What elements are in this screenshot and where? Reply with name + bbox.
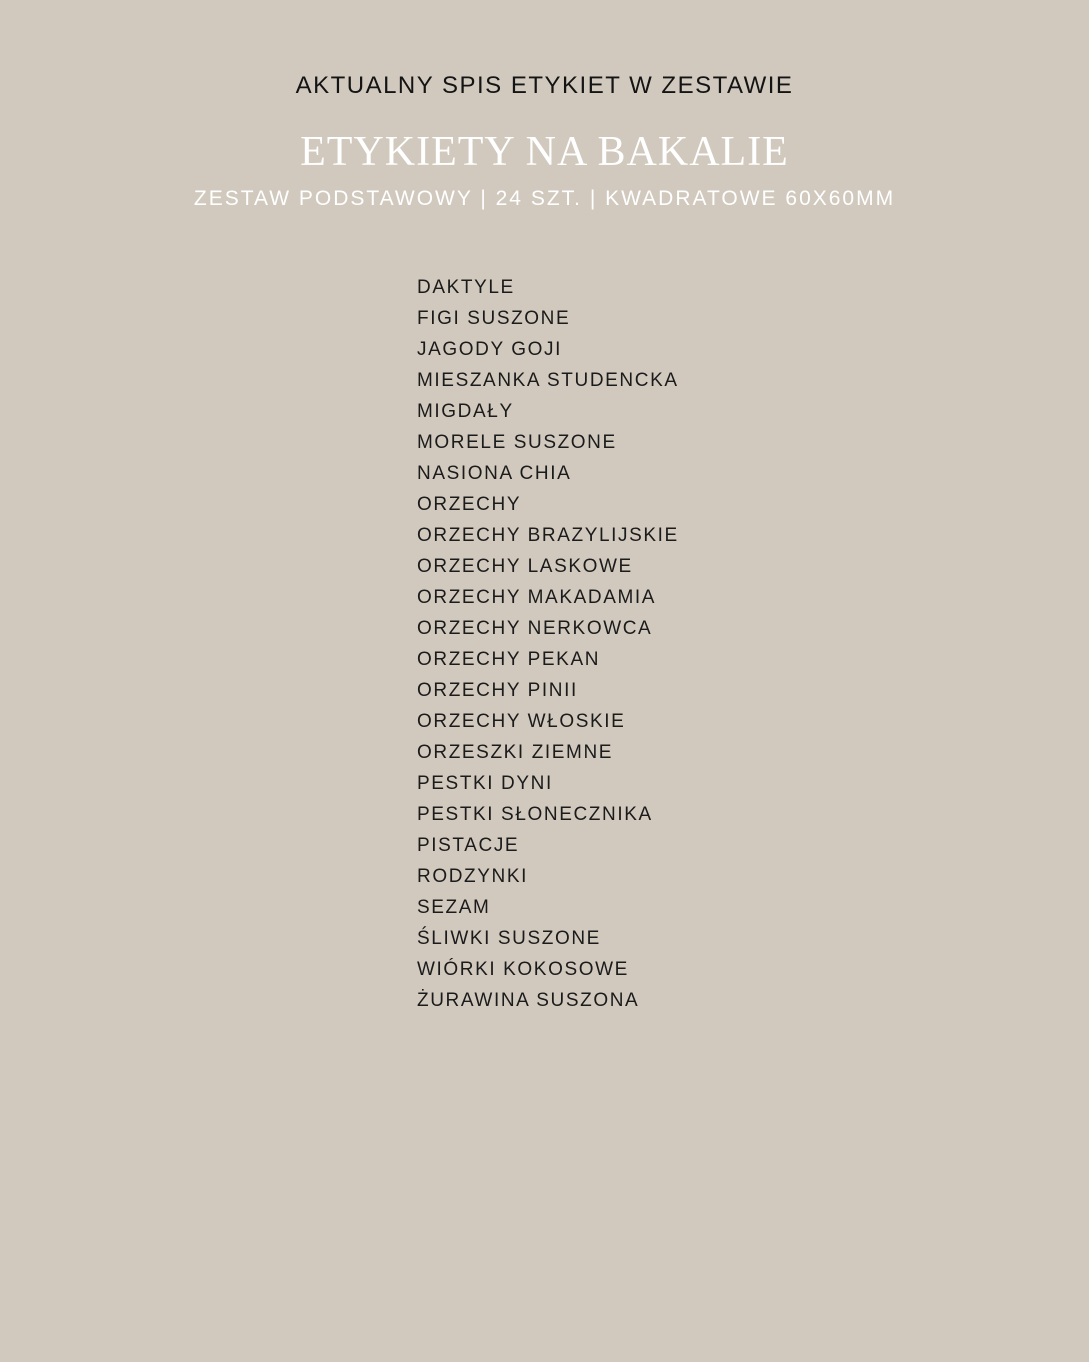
list-item: ORZECHY NERKOWCA [417, 618, 653, 639]
list-item: RODZYNKI [417, 866, 528, 887]
list-item: MIESZANKA STUDENCKA [417, 370, 679, 391]
list-item: MORELE SUSZONE [417, 432, 617, 453]
list-item: FIGI SUSZONE [417, 308, 571, 329]
list-item: WIÓRKI KOKOSOWE [417, 959, 629, 980]
page-title: ETYKIETY NA BAKALIE [300, 129, 789, 175]
list-item: PESTKI SŁONECZNIKA [417, 804, 653, 825]
list-item: ŻURAWINA SUSZONA [417, 990, 640, 1011]
page-subtitle: ZESTAW PODSTAWOWY | 24 SZT. | KWADRATOWE 60X60MM [193, 187, 896, 210]
list-item: MIGDAŁY [417, 401, 514, 422]
list-heading: AKTUALNY SPIS ETYKIET W ZESTAWIE [295, 72, 794, 99]
list-item: ORZECHY LASKOWE [417, 556, 633, 577]
list-item: ŚLIWKI SUSZONE [417, 928, 601, 949]
list-item: ORZECHY BRAZYLIJSKIE [417, 525, 679, 546]
list-item: ORZECHY [417, 494, 522, 515]
list-item: PESTKI DYNI [417, 773, 553, 794]
list-item: NASIONA CHIA [417, 463, 572, 484]
list-item: ORZECHY MAKADAMIA [417, 587, 657, 608]
list-item: PISTACJE [417, 835, 520, 856]
list-item: ORZECHY WŁOSKIE [417, 711, 626, 732]
list-item: JAGODY GOJI [417, 339, 562, 360]
list-item: SEZAM [417, 897, 491, 918]
list-item: ORZECHY PINII [417, 680, 578, 701]
list-item: ORZESZKI ZIEMNE [417, 742, 614, 763]
list-item: ORZECHY PEKAN [417, 649, 601, 670]
label-list [417, 272, 679, 1016]
list-item: DAKTYLE [417, 277, 515, 298]
